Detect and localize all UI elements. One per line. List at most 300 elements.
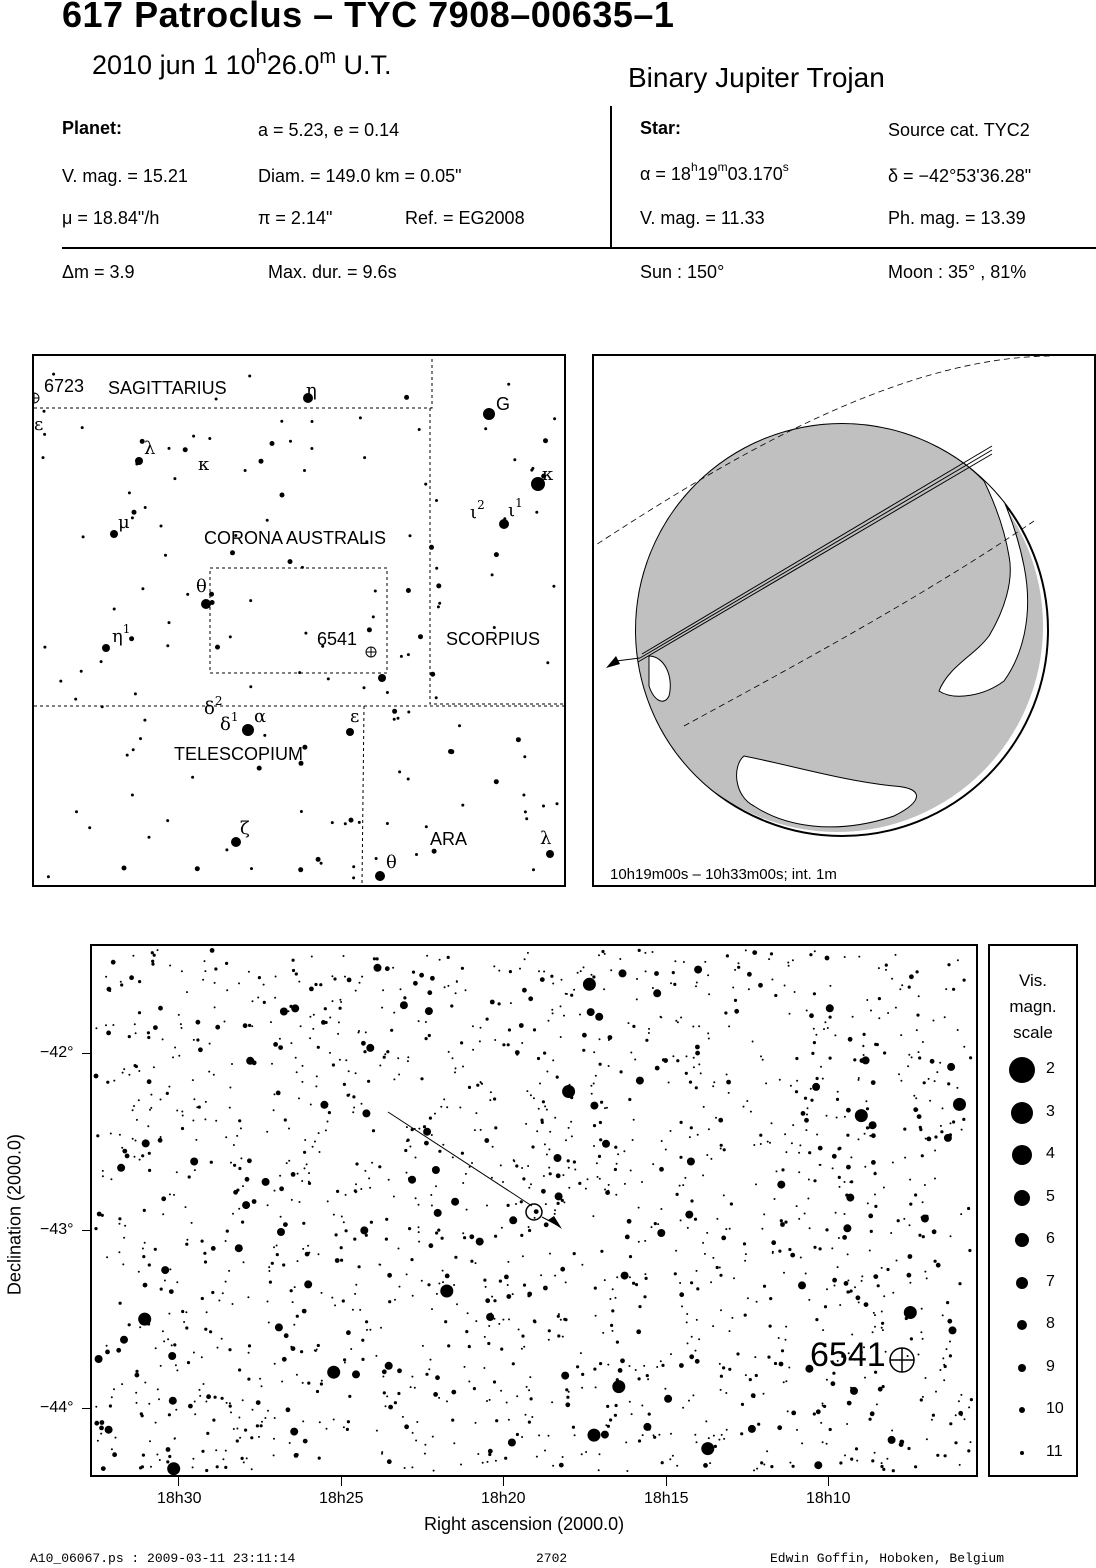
background-star: [949, 1354, 952, 1357]
background-star: [425, 1007, 433, 1015]
background-star: [521, 1436, 523, 1438]
background-star: [211, 1291, 214, 1294]
background-star: [610, 969, 612, 971]
background-star: [832, 1167, 834, 1169]
background-star: [900, 1034, 902, 1036]
background-star: [124, 1225, 126, 1227]
background-star: [638, 949, 641, 952]
background-star: [224, 1466, 227, 1469]
background-star: [404, 1424, 409, 1429]
background-star: [134, 692, 137, 695]
background-star: [705, 1420, 707, 1422]
background-star: [142, 1454, 145, 1457]
background-star: [144, 1242, 146, 1244]
background-star: [292, 1301, 294, 1303]
background-star: [527, 1165, 529, 1167]
background-star: [105, 976, 107, 978]
background-star: [695, 1051, 700, 1056]
background-star: [469, 1234, 474, 1239]
background-star: [242, 1399, 244, 1401]
background-star: [685, 1211, 693, 1219]
background-star: [805, 1273, 807, 1275]
background-star: [252, 1199, 257, 1204]
background-star: [515, 1050, 520, 1055]
background-star: [829, 1016, 832, 1019]
background-star: [770, 1465, 773, 1468]
background-star: [326, 1428, 328, 1430]
background-star: [374, 964, 382, 972]
time-ut: U.T.: [343, 50, 392, 80]
background-star: [218, 1300, 220, 1302]
background-star: [765, 1082, 767, 1084]
background-star: [936, 1263, 941, 1268]
x-tick-mark: [828, 1476, 829, 1486]
background-star: [325, 1129, 327, 1131]
background-star: [376, 1430, 378, 1432]
background-star: [369, 1187, 371, 1189]
background-star: [360, 1226, 368, 1234]
named-star: [242, 724, 254, 736]
background-star: [491, 1177, 493, 1179]
background-star: [190, 1158, 198, 1166]
background-star: [552, 1465, 554, 1467]
background-star: [274, 1190, 276, 1192]
ra-s-unit: s: [782, 160, 789, 174]
background-star: [452, 1156, 454, 1158]
background-star: [926, 1277, 928, 1279]
background-star: [406, 1172, 408, 1174]
finder-chart-svg: [34, 356, 564, 885]
background-star: [194, 1413, 196, 1415]
magnitude-legend: [988, 944, 1078, 1477]
background-star: [815, 1034, 817, 1036]
background-star: [844, 1213, 846, 1215]
star-kappa-sco: κ: [542, 464, 554, 485]
background-star: [175, 1409, 177, 1411]
background-star: [530, 1183, 532, 1185]
background-star: [169, 1397, 177, 1405]
star-iota2-sco: [470, 498, 485, 523]
background-star: [327, 1121, 329, 1123]
background-star: [82, 535, 85, 538]
background-star: [918, 1234, 921, 1237]
background-star: [225, 1240, 227, 1242]
background-star: [801, 1111, 806, 1116]
background-star: [922, 1235, 925, 1238]
background-star: [888, 1436, 896, 1444]
background-star: [444, 986, 446, 988]
background-star: [784, 985, 786, 987]
background-star: [753, 1469, 755, 1471]
background-star: [385, 1238, 388, 1241]
background-star: [689, 1081, 692, 1084]
background-star: [319, 1151, 321, 1153]
background-star: [176, 1369, 178, 1371]
background-star: [760, 1143, 762, 1145]
background-star: [280, 1216, 282, 1218]
star-heading: Star:: [640, 118, 682, 138]
background-star: [132, 748, 135, 751]
background-star: [431, 1205, 433, 1207]
background-star: [215, 645, 220, 650]
background-star: [393, 1196, 395, 1198]
background-star: [921, 1154, 924, 1157]
eta1-letter: η: [112, 626, 123, 647]
background-star: [614, 1414, 617, 1417]
background-star: [110, 1133, 112, 1135]
background-star: [644, 1240, 646, 1242]
background-star: [603, 988, 605, 990]
background-star: [241, 1221, 244, 1224]
background-star: [856, 1295, 861, 1300]
background-star: [898, 1073, 900, 1075]
background-star: [627, 1219, 632, 1224]
background-star: [916, 1029, 918, 1031]
background-star: [225, 1450, 227, 1452]
background-star: [260, 1424, 263, 1427]
background-star: [480, 1129, 482, 1131]
background-star: [757, 1423, 760, 1426]
background-star: [154, 1248, 157, 1251]
background-star: [273, 1042, 278, 1047]
background-star: [892, 1469, 895, 1472]
background-star: [792, 1465, 795, 1468]
background-star: [495, 1460, 497, 1462]
background-star: [309, 1037, 311, 1039]
background-star: [453, 1442, 455, 1444]
background-star: [844, 956, 846, 958]
background-star: [180, 1023, 182, 1025]
background-star: [672, 971, 675, 974]
background-star: [529, 1376, 531, 1378]
background-star: [713, 1081, 715, 1083]
background-star: [916, 970, 919, 973]
background-star: [225, 962, 228, 965]
background-star: [638, 1439, 641, 1442]
background-star: [266, 519, 269, 522]
background-star: [412, 971, 415, 974]
background-star: [500, 1164, 502, 1166]
background-star: [297, 1260, 299, 1262]
background-star: [853, 1058, 856, 1061]
background-star: [869, 1250, 871, 1252]
background-star: [343, 1083, 346, 1086]
background-star: [698, 1338, 700, 1340]
background-star: [963, 979, 966, 982]
background-star: [655, 1066, 660, 1071]
background-star: [694, 1434, 696, 1436]
background-star: [298, 981, 300, 983]
background-star: [944, 1134, 952, 1142]
background-star: [832, 1278, 837, 1283]
background-star: [580, 1352, 582, 1354]
background-star: [598, 954, 600, 956]
globe-panel: [592, 354, 1096, 887]
background-star: [838, 1147, 841, 1150]
background-star: [600, 1250, 603, 1253]
background-star: [337, 1033, 339, 1035]
background-star: [593, 1145, 595, 1147]
background-star: [591, 974, 593, 976]
background-star: [866, 999, 868, 1001]
background-star: [406, 1126, 408, 1128]
background-star: [949, 1326, 957, 1334]
background-star: [416, 1421, 418, 1423]
background-star: [746, 1100, 748, 1102]
background-star: [418, 1241, 420, 1243]
background-star: [361, 1339, 364, 1342]
background-star: [302, 1382, 304, 1384]
background-star: [191, 776, 194, 779]
background-star: [800, 1257, 802, 1259]
background-star: [521, 1348, 523, 1350]
legend-dot: [1020, 1451, 1024, 1455]
background-star: [302, 1222, 305, 1225]
background-star: [245, 1177, 250, 1182]
background-star: [846, 1108, 851, 1113]
background-star: [869, 1418, 872, 1421]
background-star: [123, 1237, 125, 1239]
background-star: [438, 1283, 440, 1285]
background-star: [925, 1138, 927, 1140]
background-star: [839, 1304, 841, 1306]
background-star: [787, 1410, 789, 1412]
background-star: [359, 982, 361, 984]
background-star: [581, 1373, 584, 1376]
background-star: [501, 1227, 503, 1229]
background-star: [808, 1179, 810, 1181]
background-star: [682, 1407, 684, 1409]
background-star: [141, 587, 144, 590]
background-star: [935, 1391, 937, 1393]
background-star: [850, 1458, 853, 1461]
background-star: [635, 1283, 638, 1286]
background-star: [455, 1067, 457, 1069]
background-star: [379, 1264, 381, 1266]
background-star: [206, 1311, 208, 1313]
asteroid-path: [388, 1112, 532, 1206]
background-star: [358, 821, 361, 824]
background-star: [708, 1128, 710, 1130]
background-star: [901, 984, 903, 986]
background-star: [340, 1246, 343, 1249]
background-star: [557, 1334, 560, 1337]
background-star: [264, 1417, 266, 1419]
background-star: [816, 1134, 818, 1136]
y-tick-mark: [82, 1053, 92, 1054]
background-star: [628, 1022, 630, 1024]
background-star: [760, 1055, 762, 1057]
background-star: [122, 866, 127, 871]
background-star: [708, 993, 710, 995]
background-star: [151, 963, 154, 966]
background-star: [286, 1407, 291, 1412]
background-star: [438, 602, 441, 605]
background-star: [692, 1394, 694, 1396]
background-star: [826, 1004, 834, 1012]
legend-title: [990, 968, 1076, 1046]
background-star: [435, 499, 438, 502]
background-star: [436, 583, 441, 588]
background-star: [556, 802, 559, 805]
background-star: [290, 1346, 292, 1348]
background-star: [747, 972, 752, 977]
background-star: [767, 1356, 770, 1359]
background-star: [533, 1320, 536, 1323]
background-star: [442, 1270, 444, 1272]
background-star: [934, 1178, 936, 1180]
label-sagittarius: SAGITTARIUS: [108, 378, 227, 398]
star-lambda-ara: λ: [540, 828, 552, 849]
background-star: [168, 1352, 176, 1360]
background-star: [690, 1281, 693, 1284]
background-star: [353, 1238, 356, 1241]
background-star: [866, 1126, 869, 1129]
background-star: [400, 988, 402, 990]
background-star: [661, 1140, 663, 1142]
legend-mag-label: 11: [1046, 1442, 1063, 1460]
background-star: [342, 1299, 345, 1302]
background-star: [359, 1309, 361, 1311]
background-star: [420, 1077, 423, 1080]
background-star: [397, 1392, 400, 1395]
background-star: [140, 1316, 142, 1318]
background-star: [166, 1460, 169, 1463]
background-star: [608, 1184, 610, 1186]
background-star: [318, 1253, 320, 1255]
background-star: [607, 1364, 609, 1366]
background-star: [407, 711, 410, 714]
background-star: [43, 646, 46, 649]
background-star: [944, 1454, 947, 1457]
background-star: [339, 999, 341, 1001]
background-star: [442, 1144, 444, 1146]
background-star: [363, 686, 366, 689]
background-star: [718, 1439, 720, 1441]
background-star: [878, 1017, 880, 1019]
background-star: [185, 1311, 187, 1313]
background-star: [321, 1292, 323, 1294]
background-star: [522, 1177, 525, 1180]
background-star: [477, 1453, 479, 1455]
background-star: [660, 1360, 662, 1362]
background-star: [549, 1131, 551, 1133]
background-star: [135, 1140, 137, 1142]
background-star: [664, 1395, 672, 1403]
background-star: [468, 1381, 470, 1383]
background-star: [719, 1363, 721, 1365]
background-star: [340, 1001, 342, 1003]
background-star: [344, 976, 346, 978]
background-star: [491, 1296, 493, 1298]
background-star: [382, 989, 384, 991]
background-star: [878, 967, 880, 969]
background-star: [243, 1261, 245, 1263]
background-star: [347, 1094, 350, 1097]
background-star: [787, 962, 789, 964]
background-star: [726, 1080, 731, 1085]
background-star: [756, 1468, 758, 1470]
background-star: [788, 965, 790, 967]
background-star: [819, 1247, 822, 1250]
background-star: [838, 1237, 840, 1239]
background-star: [204, 960, 206, 962]
background-star: [333, 977, 336, 980]
background-star: [281, 1381, 283, 1383]
background-star: [820, 1422, 822, 1424]
background-star: [718, 1118, 723, 1123]
legend-dot: [1009, 1057, 1035, 1083]
background-star: [236, 1439, 239, 1442]
background-star: [251, 1025, 253, 1027]
background-star: [347, 978, 352, 983]
background-star: [424, 1444, 426, 1446]
background-star: [331, 975, 333, 977]
background-star: [122, 1263, 124, 1265]
background-star: [252, 1060, 257, 1065]
background-star: [881, 1327, 883, 1329]
background-star: [576, 1365, 579, 1368]
background-star: [262, 1178, 270, 1186]
background-star: [664, 1388, 666, 1390]
background-star: [277, 1228, 285, 1236]
background-star: [412, 1432, 414, 1434]
background-star: [427, 1283, 430, 1286]
background-star: [852, 1016, 854, 1018]
background-star: [654, 1222, 657, 1225]
background-star: [614, 1168, 617, 1171]
background-star: [135, 1370, 138, 1373]
background-star: [409, 1146, 411, 1148]
background-star: [837, 1091, 839, 1093]
background-star: [413, 981, 418, 986]
background-star: [372, 615, 375, 618]
background-star: [641, 1405, 643, 1407]
background-star: [680, 1121, 683, 1124]
cluster-6723-label: 6723: [44, 376, 85, 396]
background-star: [475, 1320, 477, 1322]
background-star: [528, 1421, 531, 1424]
background-star: [553, 417, 556, 420]
background-star: [100, 1420, 105, 1425]
background-star: [526, 1386, 528, 1388]
background-star: [874, 1326, 876, 1328]
background-star: [382, 1369, 387, 1374]
background-star: [826, 1443, 828, 1445]
background-star: [113, 1080, 115, 1082]
background-star: [561, 1199, 564, 1202]
background-star: [456, 980, 458, 982]
background-star: [864, 1166, 866, 1168]
background-star: [784, 1133, 786, 1135]
background-star: [437, 605, 440, 608]
background-star: [355, 1284, 357, 1286]
background-star: [928, 1078, 930, 1080]
background-star: [719, 1267, 721, 1269]
background-star: [168, 1313, 170, 1315]
background-star: [363, 1050, 366, 1053]
background-star: [465, 1330, 468, 1333]
background-star: [147, 1125, 149, 1127]
background-star: [394, 1401, 397, 1404]
background-star: [425, 1373, 428, 1376]
background-star: [273, 1454, 275, 1456]
background-star: [567, 1159, 570, 1162]
background-star: [99, 1426, 104, 1431]
background-star: [246, 1457, 248, 1459]
background-star: [525, 1414, 527, 1416]
star-right-ascension: [640, 160, 789, 185]
